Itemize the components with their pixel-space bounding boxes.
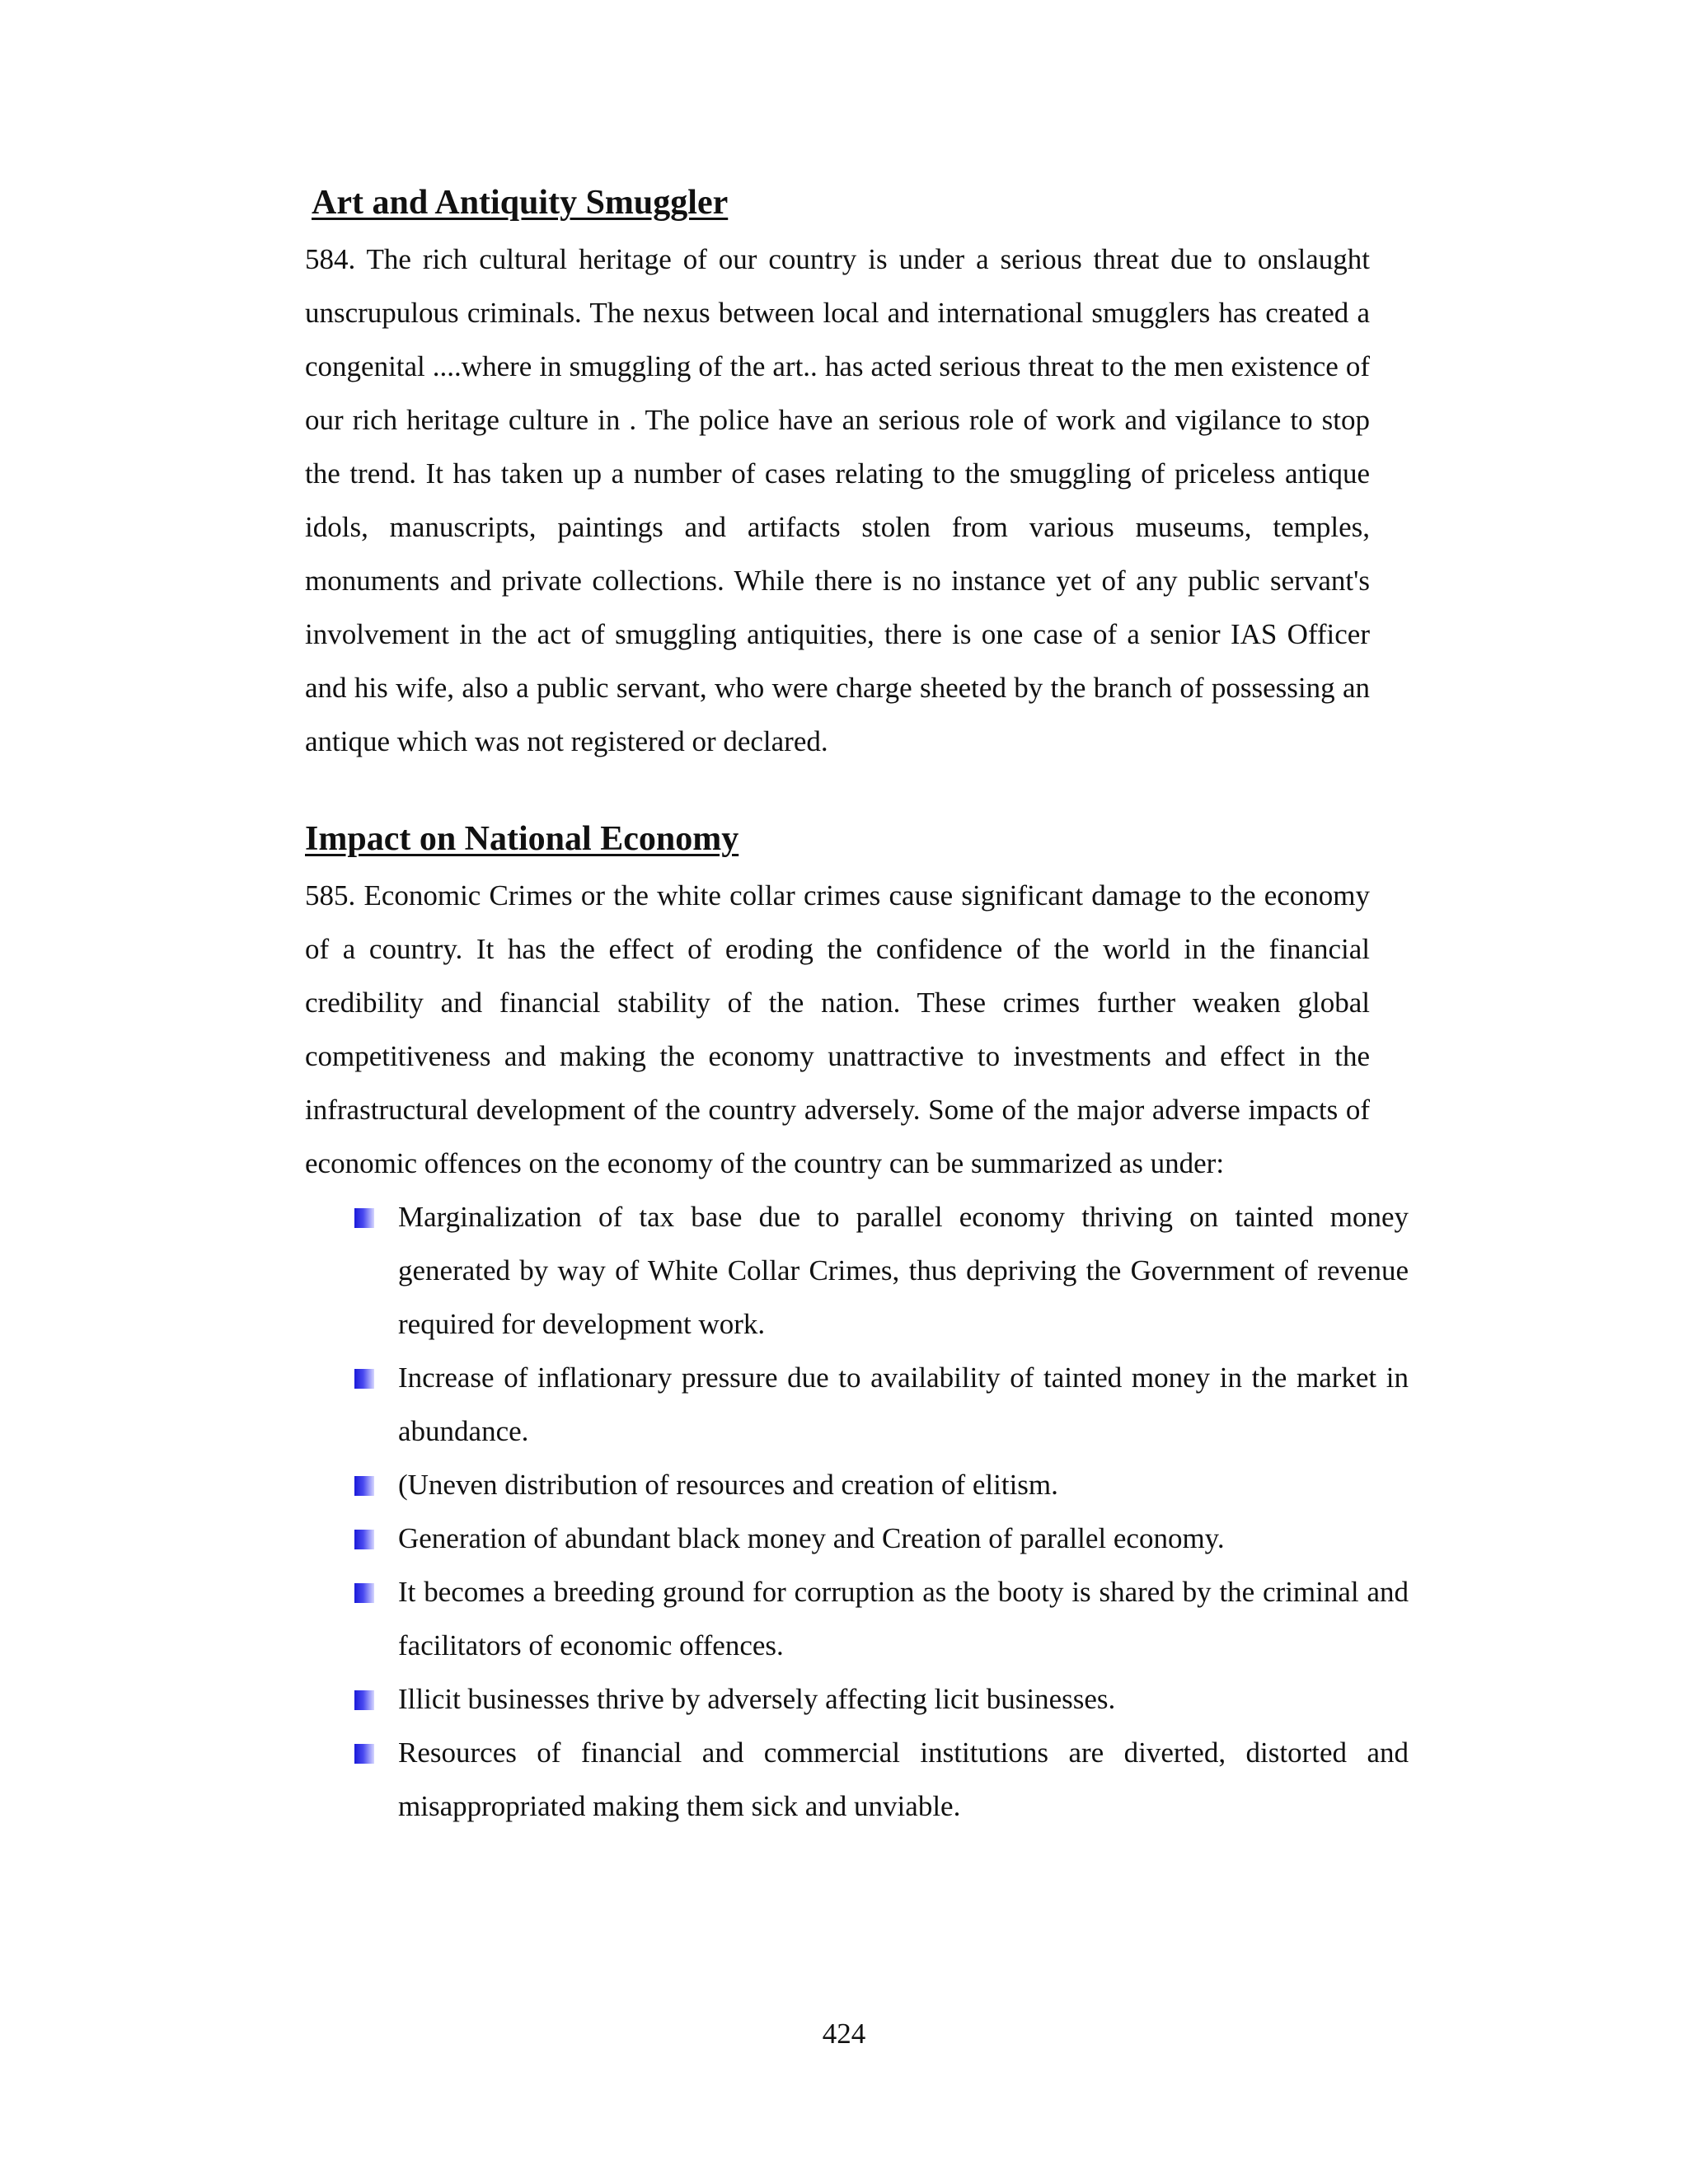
list-item-text: Increase of inflationary pressure due to availability of tainted money in the market in abundance. — [398, 1361, 1409, 1447]
square-bullet-icon — [354, 1690, 374, 1710]
section-title-national-economy: Impact on National Economy — [305, 820, 739, 858]
list-item — [305, 1511, 1409, 1565]
square-bullet-icon — [354, 1744, 374, 1764]
list-item — [305, 1190, 1409, 1351]
list-item — [305, 1351, 1409, 1458]
paragraph-584: 584. The rich cultural heritage of our country is under a serious threat due to onslaught unscrupulous criminals. The nexus between local and international smugglers has created a congenital ....where in smuggling of the art.. has acted serious threat to the men existence of our rich heritage culture in . The police have an serious role of work and vigilance to stop the trend. It has taken up a number of cases relating to the smuggling of priceless antique idols, manuscripts, paintings and artifacts stolen from various museums, temples, monuments and private collections. While there is no instance yet of any public servant's involvement in the act of smuggling antiquities, there is one case of a senior IAS Officer and his wife, also a public servant, who were charge sheeted by the branch of possessing an antique which was not registered or declared. — [305, 243, 1370, 757]
list-item — [305, 1565, 1409, 1672]
list-item — [305, 1672, 1409, 1726]
square-bullet-icon — [354, 1476, 374, 1496]
section-title-art-antiquity: Art and Antiquity Smuggler — [312, 184, 729, 222]
list-item-text: (Uneven distribution of resources and creation of elitism. — [398, 1469, 1058, 1501]
square-bullet-icon — [354, 1530, 374, 1549]
square-bullet-icon — [354, 1208, 374, 1228]
paragraph-585: 585. Economic Crimes or the white collar crimes cause significant damage to the economy of a country. It has the effect of eroding the confidence of the world in the financial credibility and financial stability of the nation. These crimes further weaken global competitiveness and making the economy unattractive to investments and effect in the infrastructural development of the country adversely. Some of the major adverse impacts of economic offences on the economy of the country can be summarized as under: — [305, 879, 1370, 1179]
square-bullet-icon — [354, 1583, 374, 1603]
list-item-text: Marginalization of tax base due to parallel economy thriving on tainted money generated by way of White Collar Crimes, thus depriving the Government of revenue required for development work. — [398, 1201, 1409, 1340]
square-bullet-icon — [354, 1369, 374, 1389]
impact-bullet-list — [305, 1190, 1409, 1833]
list-item-text: Generation of abundant black money and Creation of parallel economy. — [398, 1522, 1225, 1554]
list-item — [305, 1458, 1409, 1511]
section-spacer — [305, 768, 1370, 818]
list-item — [305, 1726, 1409, 1833]
page-number: 424 — [822, 2018, 866, 2050]
list-item-text: It becomes a breeding ground for corruption as the booty is shared by the criminal and facilitators of economic offences. — [398, 1576, 1409, 1661]
list-item-text: Illicit businesses thrive by adversely affecting licit businesses. — [398, 1683, 1116, 1715]
list-item-text: Resources of financial and commercial institutions are diverted, distorted and misappropriated making them sick and unviable. — [398, 1736, 1409, 1822]
page-content — [305, 181, 1409, 1833]
